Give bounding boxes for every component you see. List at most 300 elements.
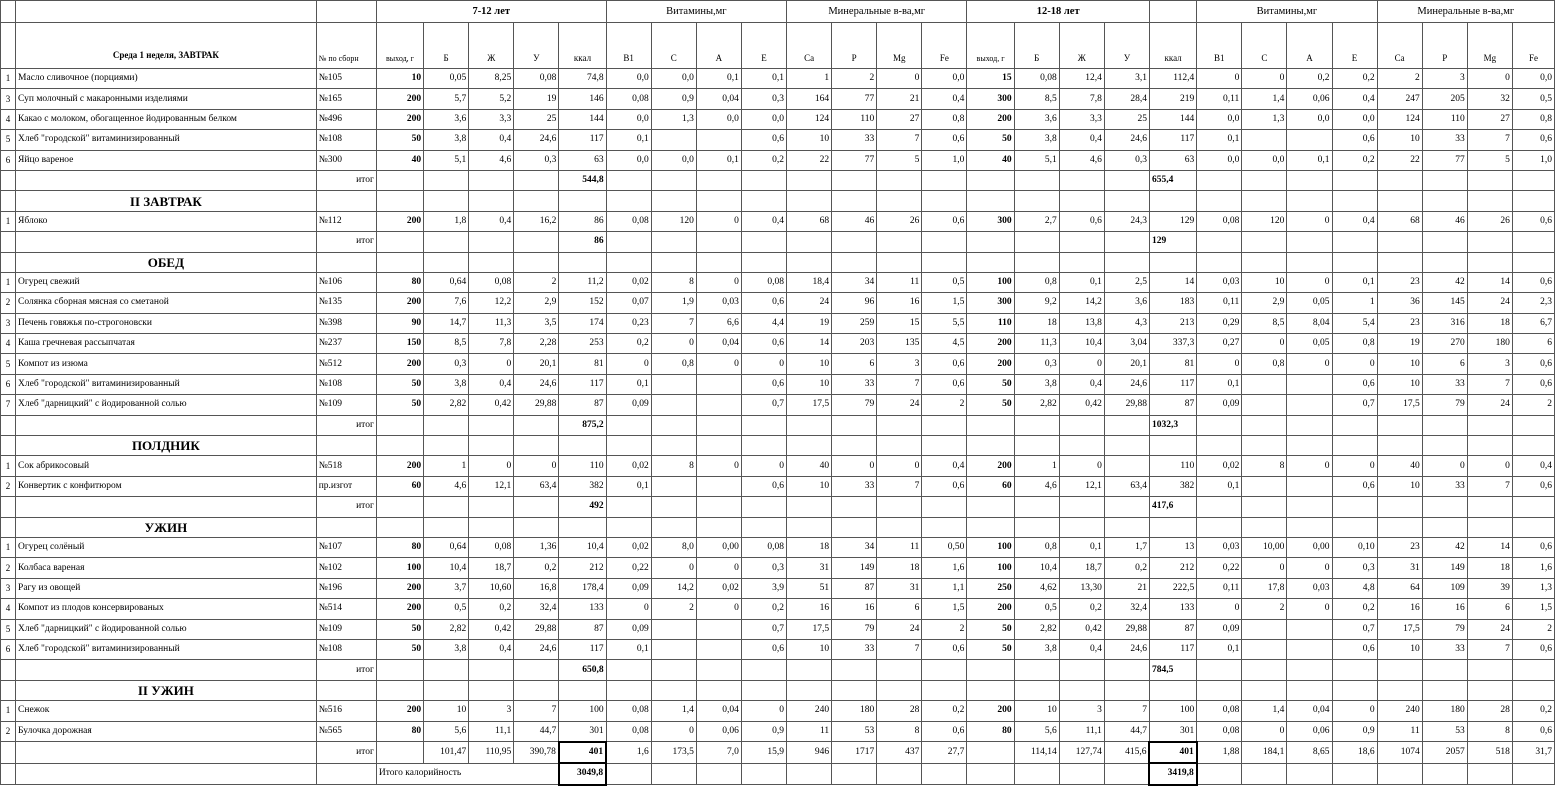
value-cell	[696, 130, 741, 150]
value-cell: 36	[1377, 293, 1422, 313]
table-row	[1, 599, 1555, 619]
value-cell: 0	[1197, 69, 1242, 89]
blank-cell	[877, 436, 922, 456]
value-cell: 3,6	[1104, 293, 1149, 313]
value-cell: 0,22	[1197, 558, 1242, 578]
row-index: 6	[1, 639, 16, 659]
blank-cell	[16, 763, 317, 784]
value-cell: 5	[1467, 150, 1512, 170]
value-cell: 0,03	[696, 293, 741, 313]
value-cell: 3,6	[1014, 109, 1059, 129]
value-cell	[696, 374, 741, 394]
value-cell: 10	[376, 69, 423, 89]
blank-cell	[1242, 497, 1287, 517]
blank-cell	[606, 232, 651, 252]
blank-cell	[877, 660, 922, 680]
value-cell: 0,1	[1197, 639, 1242, 659]
value-cell: 0,0	[606, 69, 651, 89]
value-cell: 5,7	[424, 89, 469, 109]
value-cell: 7	[877, 476, 922, 496]
value-cell: 2,28	[514, 334, 559, 354]
blank-cell	[1197, 170, 1242, 190]
value-cell: 10	[1377, 639, 1422, 659]
value-cell: 10	[1377, 354, 1422, 374]
value-cell: 4,6	[1014, 476, 1059, 496]
value-cell: 0	[1197, 599, 1242, 619]
value-cell: 0,0	[696, 109, 741, 129]
value-cell: 2,3	[1512, 293, 1554, 313]
value-cell: 18	[1467, 558, 1512, 578]
recipe-number: №565	[316, 721, 376, 742]
value-cell: 133	[1149, 599, 1196, 619]
title-top-cell	[16, 1, 317, 23]
blank-cell	[1197, 252, 1242, 272]
value-cell: 10	[1377, 476, 1422, 496]
value-cell: 0,4	[922, 456, 967, 476]
blank-cell	[877, 170, 922, 190]
age-group-7-12: 7-12 лет	[376, 1, 606, 23]
value-cell: 200	[376, 578, 423, 598]
value-cell: 3,5	[514, 313, 559, 333]
blank-cell	[696, 436, 741, 456]
value-cell: 2,7	[1014, 211, 1059, 231]
value-cell	[696, 476, 741, 496]
value-cell: 24	[877, 395, 922, 415]
value-cell: 16	[832, 599, 877, 619]
blank-cell	[1512, 252, 1554, 272]
blank-cell	[651, 191, 696, 211]
row-index: 3	[1, 578, 16, 598]
value-cell: 33	[1422, 374, 1467, 394]
blank-cell	[1332, 763, 1377, 784]
blank-cell	[651, 763, 696, 784]
value-cell: 0,02	[606, 272, 651, 292]
value-cell: 8	[1242, 456, 1287, 476]
blank-cell	[741, 680, 786, 700]
blank-cell	[877, 517, 922, 537]
blank-cell	[696, 680, 741, 700]
day-total-value: 184,1	[1242, 742, 1287, 763]
col-zh-1: Ж	[469, 23, 514, 69]
blank-cell	[1512, 170, 1554, 190]
blank-cell	[16, 497, 317, 517]
value-cell: 0,4	[469, 211, 514, 231]
dish-name: Хлеб "городской" витаминизированный	[16, 639, 317, 659]
value-cell: 0	[606, 599, 651, 619]
value-cell: 0	[606, 354, 651, 374]
value-cell: 0,6	[1512, 130, 1554, 150]
blank-cell	[787, 170, 832, 190]
value-cell: 1,6	[1512, 558, 1554, 578]
blank-cell	[1014, 763, 1059, 784]
value-cell: 0,0	[606, 150, 651, 170]
value-cell: 0,11	[1197, 578, 1242, 598]
blank-cell	[1422, 170, 1467, 190]
value-cell: 7,8	[469, 334, 514, 354]
blank-cell	[1104, 191, 1149, 211]
value-cell: 0	[651, 334, 696, 354]
value-cell: 337,3	[1149, 334, 1196, 354]
blank-cell	[469, 680, 514, 700]
value-cell: 40	[376, 150, 423, 170]
value-cell: 1,3	[651, 109, 696, 129]
blank-cell	[922, 517, 967, 537]
value-cell: 0,3	[1104, 150, 1149, 170]
meal-kcal-7-12: 86	[559, 232, 606, 252]
value-cell: 24,6	[514, 374, 559, 394]
value-cell: 2,82	[1014, 395, 1059, 415]
value-cell: 0	[877, 456, 922, 476]
blank-cell	[469, 415, 514, 435]
blank-cell	[424, 680, 469, 700]
blank-cell	[514, 497, 559, 517]
blank-cell	[651, 252, 696, 272]
value-cell: 63,4	[514, 476, 559, 496]
blank-cell	[1242, 680, 1287, 700]
blank-cell	[1422, 517, 1467, 537]
blank-cell	[832, 232, 877, 252]
value-cell: 18,7	[1059, 558, 1104, 578]
col-out-1: выход, г	[376, 23, 423, 69]
blank-cell	[1059, 232, 1104, 252]
value-cell: 4,3	[1104, 313, 1149, 333]
value-cell: 4,6	[469, 150, 514, 170]
value-cell: 29,88	[1104, 395, 1149, 415]
blank-cell	[1149, 517, 1196, 537]
blank-cell	[16, 170, 317, 190]
value-cell: 0,4	[1059, 639, 1104, 659]
value-cell: 222,5	[1149, 578, 1196, 598]
blank-cell	[559, 517, 606, 537]
value-cell: 0,6	[1332, 374, 1377, 394]
value-cell: 200	[967, 354, 1014, 374]
value-cell: 8,0	[651, 537, 696, 557]
value-cell: 11	[877, 272, 922, 292]
value-cell: 1,8	[424, 211, 469, 231]
value-cell: 0,05	[424, 69, 469, 89]
blank-cell	[1, 517, 16, 537]
value-cell: 16	[787, 599, 832, 619]
value-cell: 150	[376, 334, 423, 354]
col-p-2: P	[1422, 23, 1467, 69]
value-cell: 0,4	[469, 374, 514, 394]
value-cell: 180	[832, 701, 877, 721]
recipe-number: №108	[316, 374, 376, 394]
blank-cell	[1287, 660, 1332, 680]
value-cell: 10,4	[424, 558, 469, 578]
section-title: II ЗАВТРАК	[16, 191, 317, 211]
value-cell: 149	[832, 558, 877, 578]
value-cell: 0,0	[606, 109, 651, 129]
value-cell: 203	[832, 334, 877, 354]
blank-cell	[606, 415, 651, 435]
section-row	[1, 436, 1555, 456]
value-cell: 51	[787, 578, 832, 598]
value-cell: 10	[424, 701, 469, 721]
section-title: ПОЛДНИК	[16, 436, 317, 456]
value-cell: 0,1	[1059, 537, 1104, 557]
kcal-top-cell	[1149, 1, 1196, 23]
day-total-value: 127,74	[1059, 742, 1104, 763]
value-cell: 40	[1377, 456, 1422, 476]
value-cell: 1	[424, 456, 469, 476]
blank-cell	[741, 232, 786, 252]
value-cell: 0,6	[922, 639, 967, 659]
value-cell: 22	[1377, 150, 1422, 170]
value-cell: 0,2	[1059, 599, 1104, 619]
value-cell: 0,6	[741, 374, 786, 394]
value-cell: 0,29	[1197, 313, 1242, 333]
col-kcal-2: ккал	[1149, 23, 1196, 69]
blank-cell	[1, 252, 16, 272]
value-cell: 0	[696, 354, 741, 374]
blank-cell	[316, 252, 376, 272]
value-cell: 14,7	[424, 313, 469, 333]
table-row	[1, 69, 1555, 89]
value-cell: 18,7	[469, 558, 514, 578]
dish-name: Хлеб "дарницкий" с йодированной солью	[16, 395, 317, 415]
row-index: 1	[1, 272, 16, 292]
table-row	[1, 578, 1555, 598]
value-cell: 80	[376, 272, 423, 292]
value-cell: 3,04	[1104, 334, 1149, 354]
value-cell: 3,8	[1014, 639, 1059, 659]
blank-cell	[1422, 436, 1467, 456]
total-row	[1, 170, 1555, 190]
value-cell: 77	[832, 150, 877, 170]
blank-cell	[514, 660, 559, 680]
value-cell: 0,6	[1332, 639, 1377, 659]
age-group-12-18: 12-18 лет	[967, 1, 1150, 23]
blank-cell	[1332, 170, 1377, 190]
value-cell: 26	[1467, 211, 1512, 231]
value-cell: 0,6	[1332, 130, 1377, 150]
value-cell: 19	[514, 89, 559, 109]
value-cell: 0,9	[651, 89, 696, 109]
value-cell: 0,04	[696, 89, 741, 109]
corner-cell	[1, 1, 16, 23]
value-cell: 19	[1377, 334, 1422, 354]
value-cell: 81	[559, 354, 606, 374]
value-cell: 0,4	[741, 211, 786, 231]
dish-name: Хлеб "дарницкий" с йодированной солью	[16, 619, 317, 639]
blank-cell	[741, 660, 786, 680]
value-cell: 11,3	[1014, 334, 1059, 354]
blank-cell	[606, 680, 651, 700]
value-cell: 7	[1467, 130, 1512, 150]
meal-kcal-7-12: 544,8	[559, 170, 606, 190]
blank-cell	[1104, 660, 1149, 680]
blank-cell	[741, 436, 786, 456]
blank-cell	[967, 763, 1014, 784]
blank-cell	[1014, 170, 1059, 190]
blank-cell	[1512, 680, 1554, 700]
value-cell: 14	[1467, 272, 1512, 292]
value-cell: 0,3	[424, 354, 469, 374]
value-cell: 0,0	[651, 69, 696, 89]
table-row	[1, 109, 1555, 129]
value-cell: 87	[1149, 619, 1196, 639]
col-mg-1: Mg	[877, 23, 922, 69]
value-cell: 2	[832, 69, 877, 89]
blank-cell	[696, 170, 741, 190]
blank-cell	[1242, 232, 1287, 252]
value-cell: 0,2	[1512, 701, 1554, 721]
value-cell: 6	[877, 599, 922, 619]
value-cell: 0,4	[469, 639, 514, 659]
dish-name: Снежок	[16, 701, 317, 721]
blank-cell	[741, 517, 786, 537]
blank-cell	[1104, 415, 1149, 435]
dish-name: Сок абрикосовый	[16, 456, 317, 476]
blank-cell	[1104, 763, 1149, 784]
meal-kcal-12-18: 129	[1149, 232, 1196, 252]
value-cell: 31	[1377, 558, 1422, 578]
blank-cell	[1377, 191, 1422, 211]
value-cell: 0,42	[469, 395, 514, 415]
value-cell: 2	[1512, 619, 1554, 639]
blank-cell	[877, 763, 922, 784]
dish-name: Суп молочный с макаронными изделиями	[16, 89, 317, 109]
value-cell: 0	[696, 599, 741, 619]
blank-cell	[559, 252, 606, 272]
value-cell: 5,1	[1014, 150, 1059, 170]
row-index: 2	[1, 476, 16, 496]
value-cell: 60	[376, 476, 423, 496]
blank-cell	[1287, 170, 1332, 190]
value-cell: 1,7	[1104, 537, 1149, 557]
value-cell: 110	[559, 456, 606, 476]
value-cell: 5,2	[469, 89, 514, 109]
value-cell: 0,1	[606, 476, 651, 496]
blank-cell	[651, 680, 696, 700]
value-cell: 33	[832, 639, 877, 659]
value-cell: 112,4	[1149, 69, 1196, 89]
day-total-value: 2057	[1422, 742, 1467, 763]
col-ca-1: Ca	[787, 23, 832, 69]
blank-cell	[1, 763, 16, 784]
value-cell: 0	[1332, 354, 1377, 374]
value-cell: 0,6	[1512, 476, 1554, 496]
value-cell: 0	[651, 721, 696, 742]
value-cell: 50	[376, 130, 423, 150]
value-cell: 10,4	[1059, 334, 1104, 354]
blank-cell	[1197, 660, 1242, 680]
value-cell: 0,02	[606, 456, 651, 476]
blank-cell	[922, 170, 967, 190]
table-row	[1, 558, 1555, 578]
blank-cell	[424, 497, 469, 517]
blank-cell	[606, 497, 651, 517]
row-index: 1	[1, 456, 16, 476]
value-cell: 164	[787, 89, 832, 109]
value-cell: 0	[877, 69, 922, 89]
value-cell: 50	[967, 639, 1014, 659]
blank-cell	[651, 415, 696, 435]
day-total-value: 31,7	[1512, 742, 1554, 763]
total-label: итог	[316, 415, 376, 435]
value-cell: 50	[967, 130, 1014, 150]
value-cell: 0,1	[606, 374, 651, 394]
value-cell: 200	[376, 701, 423, 721]
value-cell: 1,5	[1512, 599, 1554, 619]
blank-cell	[696, 191, 741, 211]
value-cell: 32	[1467, 89, 1512, 109]
value-cell: 1,5	[922, 293, 967, 313]
value-cell: 0,23	[606, 313, 651, 333]
recipe-number: №112	[316, 211, 376, 231]
table-row	[1, 293, 1555, 313]
value-cell: 300	[967, 89, 1014, 109]
value-cell: 0,3	[1014, 354, 1059, 374]
value-cell: 0	[1467, 69, 1512, 89]
value-cell: 109	[1422, 578, 1467, 598]
blank-cell	[1, 497, 16, 517]
blank-cell	[606, 252, 651, 272]
grand-total-row	[1, 763, 1555, 784]
blank-cell	[1377, 517, 1422, 537]
value-cell: 11	[1377, 721, 1422, 742]
value-cell: 3	[877, 354, 922, 374]
blank-cell	[1197, 497, 1242, 517]
value-cell: 1,36	[514, 537, 559, 557]
value-cell: 46	[832, 211, 877, 231]
col-fe-2: Fe	[1512, 23, 1554, 69]
blank-cell	[469, 191, 514, 211]
blank-cell	[1, 170, 16, 190]
vitamins-header-2: Витамины,мг	[1197, 1, 1377, 23]
value-cell: 0,2	[1332, 69, 1377, 89]
table-row	[1, 272, 1555, 292]
value-cell: 0	[1287, 272, 1332, 292]
row-index: 5	[1, 130, 16, 150]
total-row	[1, 660, 1555, 680]
value-cell: 1,9	[651, 293, 696, 313]
value-cell: 11	[787, 721, 832, 742]
value-cell: 0,8	[651, 354, 696, 374]
minerals-header-1: Минеральные в-ва,мг	[787, 1, 967, 23]
value-cell: 5,6	[1014, 721, 1059, 742]
value-cell: 6	[832, 354, 877, 374]
value-cell	[651, 395, 696, 415]
blank-cell	[1014, 436, 1059, 456]
blank-cell	[606, 763, 651, 784]
value-cell: 0,0	[1197, 150, 1242, 170]
blank-cell	[1242, 763, 1287, 784]
row-index: 2	[1, 293, 16, 313]
blank-cell	[1104, 497, 1149, 517]
value-cell: 0,2	[606, 334, 651, 354]
blank-cell	[1377, 763, 1422, 784]
value-cell: 0,6	[922, 354, 967, 374]
value-cell: 16	[877, 293, 922, 313]
row-index: 1	[1, 69, 16, 89]
day-total-value: 1717	[832, 742, 877, 763]
value-cell: 29,88	[514, 619, 559, 639]
blank-cell	[469, 170, 514, 190]
value-cell	[1287, 374, 1332, 394]
blank-cell	[1467, 436, 1512, 456]
blank-cell	[1, 191, 16, 211]
blank-cell	[922, 252, 967, 272]
value-cell: 110	[1422, 109, 1467, 129]
blank-cell	[1467, 191, 1512, 211]
value-cell: 174	[559, 313, 606, 333]
blank-cell	[832, 252, 877, 272]
blank-cell	[967, 191, 1014, 211]
value-cell: 301	[559, 721, 606, 742]
dish-name: Рагу из овощей	[16, 578, 317, 598]
